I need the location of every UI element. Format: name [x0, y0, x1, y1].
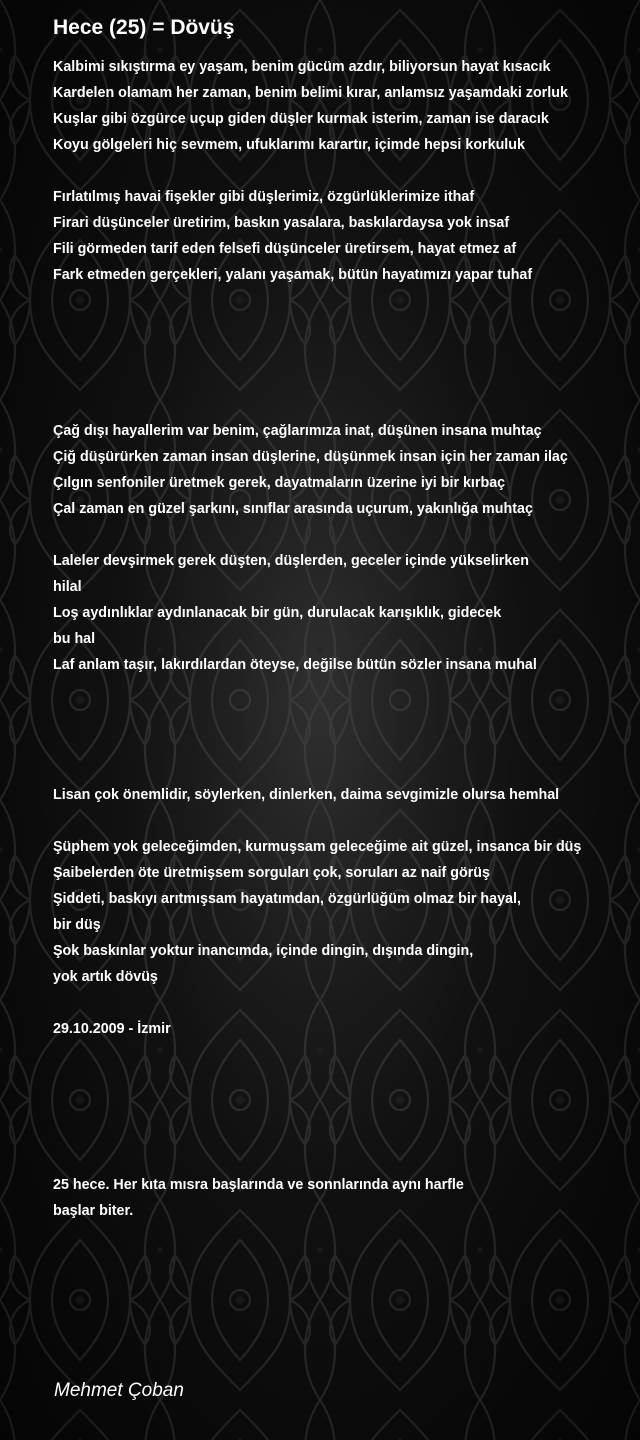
verse-line: Fırlatılmış havai fişekler gibi düşlerimiz, özgürlüklerimize ithaf: [53, 189, 475, 205]
stanza-2: [53, 184, 640, 288]
stanza-1: [53, 54, 640, 158]
stanza-gap: [53, 990, 640, 1016]
verse-line: Çılgın senfoniler üretmek gerek, dayatmaların üzerine iyi bir kırbaç: [53, 475, 506, 491]
verse-line: Şaibelerden öte üretmişsem sorguları çok, soruları az naif görüş: [53, 865, 490, 881]
verse-line: Laleler devşirmek gerek düşten, düşlerden, geceler içinde yükselirken: [53, 553, 529, 569]
stanza-gap: [53, 288, 640, 418]
poem-date: [53, 1016, 640, 1042]
verse-line: Şok baskınlar yoktur inancımda, içinde dingin, dışında dingin,: [53, 943, 474, 959]
verse-line: Şiddeti, baskıyı arıtmışsam hayatımdan, özgürlüğüm olmaz bir hayal,: [53, 891, 521, 907]
verse-line: Kalbimi sıkıştırma ey yaşam, benim gücüm azdır, biliyorsun hayat kısacık: [53, 59, 551, 75]
verse-line: bir düş: [53, 917, 101, 933]
verse-line: Lisan çok önemlidir, söylerken, dinlerken, daima sevgimizle olursa hemhal: [53, 787, 560, 803]
poem-author: Mehmet Çoban: [54, 1380, 184, 1401]
verse-line: Çal zaman en güzel şarkını, sınıflar arasında uçurum, yakınlığa muhtaç: [53, 501, 533, 517]
poem-body: [53, 54, 640, 1224]
stanza-gap: [53, 1042, 640, 1172]
stanza-5: [53, 782, 640, 808]
stanza-gap: [53, 522, 640, 548]
date-place-line: 29.10.2009 - İzmir: [53, 1021, 171, 1037]
stanza-3: [53, 418, 640, 522]
verse-line: Şüphem yok geleceğimden, kurmuşsam geleceğime ait güzel, insanca bir düş: [53, 839, 582, 855]
verse-line: bu hal: [53, 631, 96, 647]
poem-note: [53, 1172, 640, 1224]
verse-line: Koyu gölgeleri hiç sevmem, ufuklarımı karartır, içimde hepsi korkuluk: [53, 137, 525, 153]
note-line: başlar biter.: [53, 1203, 134, 1219]
stanza-gap: [53, 678, 640, 782]
verse-line: Loş aydınlıklar aydınlanacak bir gün, durulacak karışıklık, gidecek: [53, 605, 502, 621]
verse-line: Çiğ düşürürken zaman insan düşlerine, düşünmek insan için her zaman ilaç: [53, 449, 568, 465]
verse-line: hilal: [53, 579, 82, 595]
stanza-gap: [53, 158, 640, 184]
stanza-4: [53, 548, 640, 678]
verse-line: Fili görmeden tarif eden felsefi düşünceler üretirsem, hayat etmez af: [53, 241, 517, 257]
verse-line: Fark etmeden gerçekleri, yalanı yaşamak, bütün hayatımızı yapar tuhaf: [53, 267, 533, 283]
note-line: 25 hece. Her kıta mısra başlarında ve sonnlarında aynı harfle: [53, 1177, 464, 1193]
verse-line: Kuşlar gibi özgürce uçup giden düşler kurmak isterim, zaman ise daracık: [53, 111, 549, 127]
stanza-6: [53, 834, 640, 990]
poem-title: Hece (25) = Dövüş: [53, 16, 235, 39]
verse-line: Kardelen olamam her zaman, benim belimi kırar, anlamsız yaşamdaki zorluk: [53, 85, 568, 101]
stanza-gap: [53, 808, 640, 834]
verse-line: Çağ dışı hayallerim var benim, çağlarımıza inat, düşünen insana muhtaç: [53, 423, 542, 439]
verse-line: yok artık dövüş: [53, 969, 158, 985]
verse-line: Firari düşünceler üretirim, baskın yasalara, baskılardaysa yok insaf: [53, 215, 510, 231]
verse-line: Laf anlam taşır, lakırdılardan öteyse, değilse bütün sözler insana muhal: [53, 657, 537, 673]
